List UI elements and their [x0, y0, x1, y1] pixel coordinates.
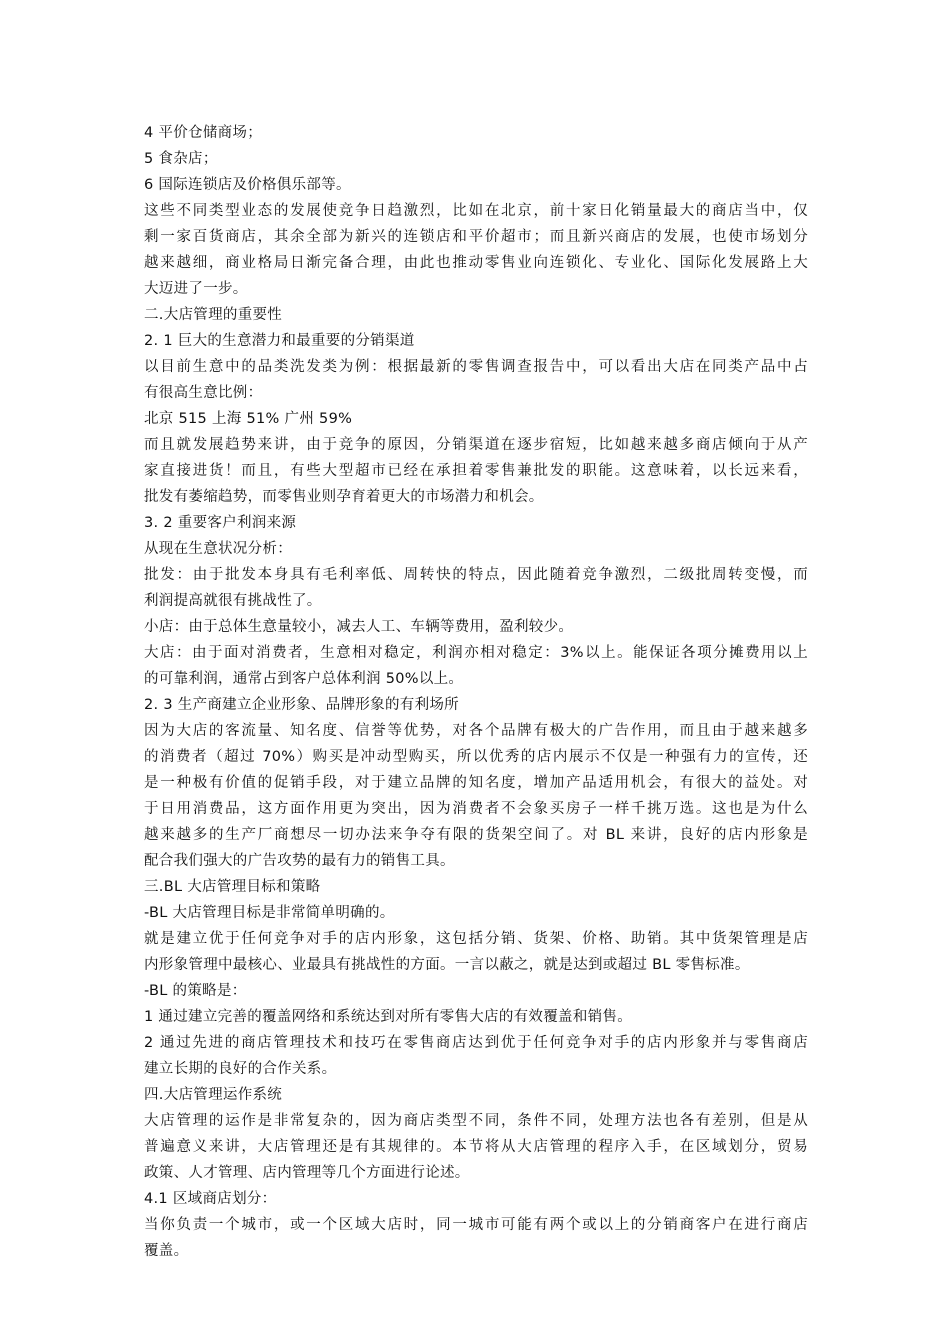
text-line: -BL 大店管理目标是非常简单明确的。: [144, 905, 395, 921]
text-line: 批发有萎缩趋势，而零售业则孕育着更大的市场潜力和机会。: [144, 489, 544, 505]
text-line: 以目前生意中的品类洗发类为例：根据最新的零售调查报告中，可以看出大店在同类产品中占: [144, 359, 808, 375]
text-line: 4 平价仓储商场；: [144, 125, 263, 141]
text-line: 2. 1 巨大的生意潜力和最重要的分销渠道: [144, 333, 415, 349]
text-line: 二.大店管理的重要性: [144, 307, 283, 323]
text-line: 4.1 区域商店划分：: [144, 1191, 277, 1207]
text-line: 2 通过先进的商店管理技术和技巧在零售商店达到优于任何竞争对手的店内形象并与零售商店: [144, 1035, 808, 1051]
text-line: 利润提高就很有挑战性了。: [144, 593, 322, 609]
text-line: 大迈进了一步。: [144, 281, 248, 297]
text-line: 是一种极有价值的促销手段，对于建立品牌的知名度，增加产品适用机会，有很大的益处。对: [144, 775, 808, 791]
text-line: 政策、人才管理、店内管理等几个方面进行论述。: [144, 1165, 470, 1181]
text-line: 普遍意义来讲，大店管理还是有其规律的。本节将从大店管理的程序入手，在区域划分，贸易: [144, 1139, 808, 1155]
text-line: 从现在生意状况分析：: [144, 541, 292, 557]
text-line: 三.BL 大店管理目标和策略: [144, 879, 321, 895]
document-page: [144, 120, 808, 1264]
text-line: 大店：由于面对消费者，生意相对稳定，利润亦相对稳定：3%以上。能保证各项分摊费用以上: [144, 645, 808, 661]
text-line: 大店管理的运作是非常复杂的，因为商店类型不同，条件不同，处理方法也各有差别，但是从: [144, 1113, 808, 1129]
text-line: 剩一家百货商店，其余全部为新兴的连锁店和平价超市；而且新兴商店的发展，也使市场划分: [144, 229, 808, 245]
text-line: 家直接进货！而且，有些大型超市已经在承担着零售兼批发的职能。这意味着，以长远来看，: [144, 463, 808, 479]
text-line: 有很高生意比例：: [144, 385, 263, 401]
text-line: 越来越细，商业格局日渐完备合理，由此也推动零售业向连锁化、专业化、国际化发展路上大: [144, 255, 808, 271]
text-line: 越来越多的生产厂商想尽一切办法来争夺有限的货架空间了。对 BL 来讲，良好的店内形象是: [144, 827, 808, 843]
text-line: 配合我们强大的广告攻势的最有力的销售工具。: [144, 853, 455, 869]
text-line: 因为大店的客流量、知名度、信誉等优势，对各个品牌有极大的广告作用，而且由于越来越多: [144, 723, 808, 739]
text-line: 5 食杂店；: [144, 151, 218, 167]
text-line: 1 通过建立完善的覆盖网络和系统达到对所有零售大店的有效覆盖和销售。: [144, 1009, 633, 1025]
text-line: 建立长期的良好的合作关系。: [144, 1061, 337, 1077]
text-line: -BL 的策略是：: [144, 983, 247, 999]
text-line: 就是建立优于任何竞争对手的店内形象，这包括分销、货架、价格、助销。其中货架管理是店: [144, 931, 808, 947]
text-line: 的可靠利润，通常占到客户总体利润 50%以上。: [144, 671, 464, 687]
text-line: 四.大店管理运作系统: [144, 1087, 283, 1103]
text-line: 于日用消费品，这方面作用更为突出，因为消费者不会象买房子一样千挑万选。这也是为什么: [144, 801, 808, 817]
text-line: 6 国际连锁店及价格俱乐部等。: [144, 177, 351, 193]
text-line: 批发：由于批发本身具有毛利率低、周转快的特点，因此随着竞争激烈，二级批周转变慢，而: [144, 567, 808, 583]
text-line: 当你负责一个城市，或一个区域大店时，同一城市可能有两个或以上的分销商客户在进行商店: [144, 1217, 808, 1233]
text-line: 这些不同类型业态的发展使竞争日趋激烈，比如在北京，前十家日化销量最大的商店当中，仅: [144, 203, 808, 219]
text-line: 3. 2 重要客户利润来源: [144, 515, 297, 531]
text-line: 内形象管理中最核心、业最具有挑战性的方面。一言以蔽之，就是达到或超过 BL 零售标准。: [144, 957, 750, 973]
text-line: 覆盖。: [144, 1243, 189, 1259]
text-line: 而且就发展趋势来讲，由于竞争的原因，分销渠道在逐步宿短，比如越来越多商店倾向于从产: [144, 437, 808, 453]
text-line: 2. 3 生产商建立企业形象、品牌形象的有利场所: [144, 697, 459, 713]
text-line: 北京 515 上海 51% 广州 59%: [144, 411, 353, 427]
text-line: 小店：由于总体生意量较小，减去人工、车辆等费用，盈利较少。: [144, 619, 574, 635]
text-line: 的消费者（超过 70%）购买是冲动型购买，所以优秀的店内展示不仅是一种强有力的宣传，还: [144, 749, 808, 765]
